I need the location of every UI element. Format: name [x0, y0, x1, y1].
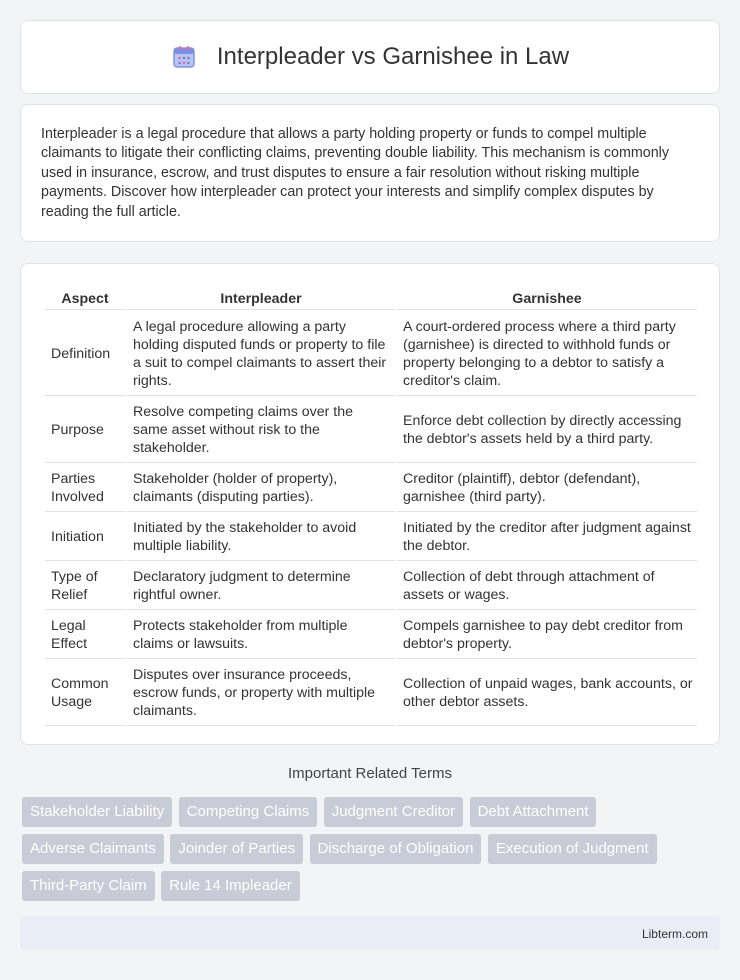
row-interpleader: Declaratory judgment to determine rightful owner.: [127, 563, 395, 610]
related-term-chip[interactable]: Third-Party Claim: [22, 871, 155, 901]
row-interpleader: Initiated by the stakeholder to avoid multiple liability.: [127, 514, 395, 561]
row-interpleader: Disputes over insurance proceeds, escrow funds, or property with multiple claimants.: [127, 661, 395, 726]
row-interpleader: A legal procedure allowing a party holding disputed funds or property to file a suit to compel claimants to assert their rights.: [127, 312, 395, 396]
related-terms-title: Important Related Terms: [288, 765, 452, 782]
row-aspect: Initiation: [45, 514, 125, 561]
row-aspect: Type of Relief: [45, 563, 125, 610]
footer-site-link[interactable]: Libterm.com: [641, 927, 708, 941]
table-row: [45, 398, 697, 463]
header-garnishee: Garnishee: [397, 286, 697, 310]
related-term-chip[interactable]: Debt Attachment: [470, 797, 597, 827]
intro-text: Interpleader is a legal procedure that allows a party holding property or funds to compel multiple claimants to litigate their conflicting claims, preventing double liability. This mechanism is commonly used in insurance, escrow, and trust disputes to ensure a fair resolution without risking multiple payments. Discover how interpleader can protect your interests and simplify complex disputes by reading the full article.: [41, 126, 670, 220]
table-row: [45, 612, 697, 659]
row-garnishee: Initiated by the creditor after judgment against the debtor.: [397, 514, 697, 561]
related-term-chip[interactable]: Rule 14 Impleader: [161, 871, 300, 901]
row-garnishee: Collection of debt through attachment of assets or wages.: [397, 563, 697, 610]
table-row: [45, 661, 697, 726]
comparison-table: [43, 284, 699, 728]
comparison-card: [20, 263, 720, 745]
row-garnishee: Collection of unpaid wages, bank accounts, or other debtor assets.: [397, 661, 697, 726]
related-term-chip[interactable]: Adverse Claimants: [22, 834, 164, 864]
table-row: [45, 563, 697, 610]
related-term-chip[interactable]: Competing Claims: [179, 797, 318, 827]
related-terms-list: [22, 797, 722, 908]
row-garnishee: A court-ordered process where a third party (garnishee) is directed to withhold funds or property belonging to a debtor to satisfy a creditor's claim.: [397, 312, 697, 396]
row-aspect: Definition: [45, 312, 125, 396]
related-term-chip[interactable]: Execution of Judgment: [488, 834, 657, 864]
header-aspect: Aspect: [45, 286, 125, 310]
related-term-chip[interactable]: Stakeholder Liability: [22, 797, 172, 827]
related-term-chip[interactable]: Discharge of Obligation: [310, 834, 482, 864]
row-aspect: Common Usage: [45, 661, 125, 726]
row-aspect: Parties Involved: [45, 465, 125, 512]
intro-card: [20, 104, 720, 242]
table-row: [45, 514, 697, 561]
calendar-icon: [171, 44, 197, 70]
row-interpleader: Resolve competing claims over the same asset without risk to the stakeholder.: [127, 398, 395, 463]
table-row: [45, 312, 697, 396]
table-header-row: [45, 286, 697, 310]
related-term-chip[interactable]: Joinder of Parties: [170, 834, 303, 864]
footer: [20, 916, 720, 950]
row-garnishee: Creditor (plaintiff), debtor (defendant), garnishee (third party).: [397, 465, 697, 512]
row-garnishee: Compels garnishee to pay debt creditor from debtor's property.: [397, 612, 697, 659]
row-aspect: Legal Effect: [45, 612, 125, 659]
header-interpleader: Interpleader: [127, 286, 395, 310]
row-interpleader: Stakeholder (holder of property), claimants (disputing parties).: [127, 465, 395, 512]
header-card: [20, 20, 720, 94]
table-row: [45, 465, 697, 512]
row-aspect: Purpose: [45, 398, 125, 463]
page-title: Interpleader vs Garnishee in Law: [216, 43, 570, 70]
row-garnishee: Enforce debt collection by directly accessing the debtor's assets held by a third party.: [397, 398, 697, 463]
row-interpleader: Protects stakeholder from multiple claims or lawsuits.: [127, 612, 395, 659]
related-term-chip[interactable]: Judgment Creditor: [324, 797, 463, 827]
